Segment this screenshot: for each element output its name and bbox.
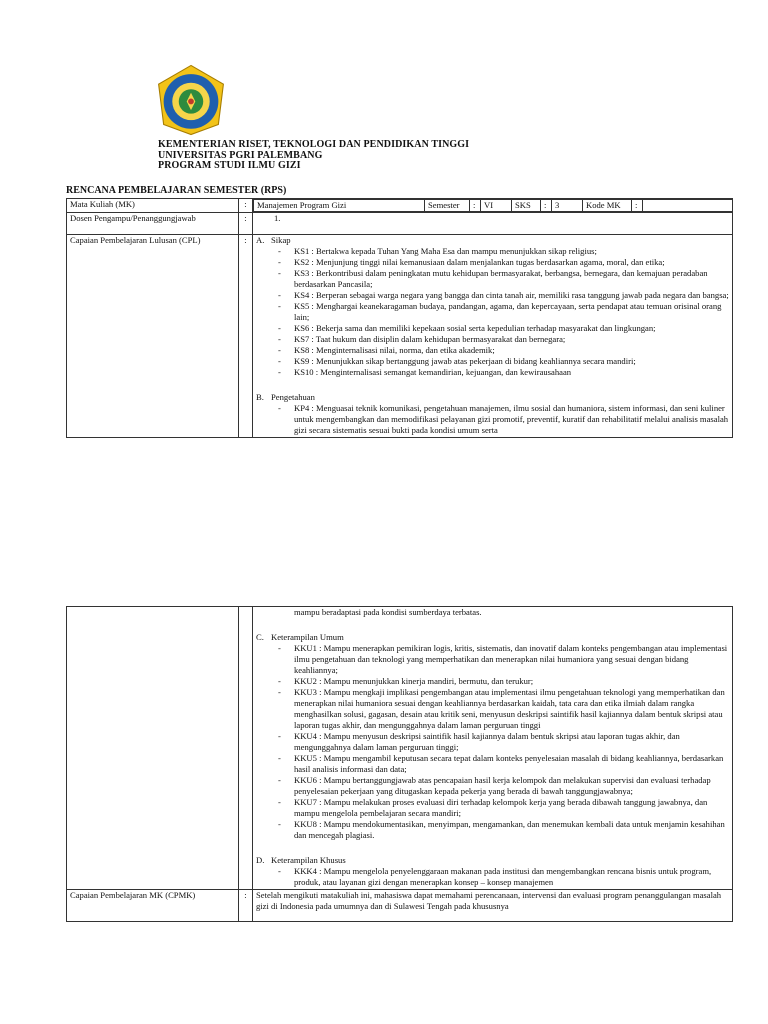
section-sikap: A. Sikap - KS1 : Bertakwa kepada Tuhan Yang Maha Esa dan mampu menunjukkan sikap religius; - KS2 : Menjunjung tinggi nilai kemanusiaan dalam menjalankan tugas berdasarkan agama, moral, dan etika; - KS3 : Berkontribusi dalam peningkatan mutu kehidupan bermasyarakat, berbangsa, bernegara, dan kemajuan peradaban berdasarkan Pancasila; - KS4 : Berperan sebagai warga negara yang bangga dan cinta tanah air, memiliki rasa tanggung jawab pada negara dan bangsa; - KS5 : Menghargai keanekaragaman budaya, pandangan, agama, dan kepercayaan, serta pendapat atau temuan orisinal orang lain; - KS6 : Bekerja sama dan memiliki kepekaan sosial serta kepedulian terhadap masyarakat dan lingkungan; - KS7 : Taat hukum dan disiplin dalam kehidupan bermasyarakat dan bernegara; - KS8 : Menginternalisasi nilai, norma, dan etika akademik; - KS9 : Menunjukkan sikap bertanggung jawab atas pekerjaan di bidang keahliannya secara mandiri; - KS10 : Menginternalisasi semangat kemandirian, kejuangan, dan kewirausahaan: [256, 235, 729, 378]
semester-label: Semester: [425, 200, 470, 212]
list-item: - KKU5 : Mampu mengambil keputusan secara tepat dalam konteks penyelesaian masalah di bidang keahliannya, berdasarkan hasil analisis informasi dan data;: [278, 753, 729, 775]
dosen-value: 1.: [274, 213, 281, 223]
mk-label: Mata Kuliah (MK): [67, 199, 239, 213]
kode-value: [643, 200, 733, 212]
list-item: - KKU1 : Mampu menerapkan pemikiran logis, kritis, sistematis, dan inovatif dalam konteks pengembangan atau implementasi ilmu pengetahuan dan teknologi yang memperhatikan dan menerapkan nilai humaniora yang sesuai dengan bidang keahliannya;: [278, 643, 729, 676]
section-title: Sikap: [271, 235, 291, 245]
sks-label: SKS: [512, 200, 541, 212]
list-item: - KKU6 : Mampu bertanggungjawab atas pencapaian hasil kerja kelompok dan melakukan supervisi dan evaluasi terhadap penyelesaian pekerjaan yang ditugaskan kepada pekerja yang berada di bawah tanggungjawabnya;: [278, 775, 729, 797]
cpmk-text: Setelah mengikuti matakuliah ini, mahasiswa dapat memahami perencanaan, intervensi dan evaluasi program penanggulangan masalah gizi di Indonesia pada umumnya dan di Sulawesi Tengah pada khususnya: [253, 890, 733, 922]
cpl-label: Capaian Pembelajaran Lulusan (CPL): [67, 235, 239, 438]
dosen-row: Dosen Pengampu/Penanggungjawab : 1.: [67, 213, 733, 235]
list-item: - KS8 : Menginternalisasi nilai, norma, dan etika akademik;: [278, 345, 729, 356]
program-name: PROGRAM STUDI ILMU GIZI: [158, 160, 301, 171]
section-title: Keterampilan Khusus: [271, 855, 346, 865]
mk-value: Manajemen Program Gizi: [254, 200, 425, 212]
list-item: - KS9 : Menunjukkan sikap bertanggung jawab atas pekerjaan di bidang keahliannya secara mandiri;: [278, 356, 729, 367]
list-item: - KP4 : Menguasai teknik komunikasi, pengetahuan manajemen, ilmu sosial dan humaniora, sistem informasi, dan seni kuliner untuk mengembangkan dan memodifikasi pelayanan gizi promotif, preventif, kuratif dan rehabilitatif melalui analisis masalah gizi secara sistematis sesuai bukti pada kondisi umum serta: [278, 403, 729, 436]
cpl-row-continued: [67, 607, 733, 890]
list-item: - KS3 : Berkontribusi dalam peningkatan mutu kehidupan bermasyarakat, berbangsa, bernegara, dan kemajuan peradaban berdasarkan Pancasila;: [278, 268, 729, 290]
semester-value: VI: [481, 200, 512, 212]
list-item: - KKU3 : Mampu mengkaji implikasi pengembangan atau implementasi ilmu pengetahuan teknologi yang memperhatikan dan menerapkan nilai humaniora sesuai dengan keahliannya berdasarkan kaidah, tata cara dan etika ilmiah dalam rangka menghasilkan solusi, gagasan, desain atau kritik seni, menyusun deskripsi saintifik hasil kajiannya dalam bentuk skripsi atau laporan tugas akhir, dan mengunggahnya dalam laman perguruan tinggi: [278, 687, 729, 731]
list-item: - KKK4 : Mampu mengelola penyelenggaraan makanan pada institusi dan mengembangkan rencana bisnis untuk program, produk, atau layanan gizi dengan menerapkan konsep – konsep manajemen: [278, 866, 729, 888]
ministry-name: KEMENTERIAN RISET, TEKNOLOGI DAN PENDIDIKAN TINGGI: [158, 139, 470, 150]
cpmk-label: Capaian Pembelajaran MK (CPMK): [67, 890, 239, 922]
rps-table-part-2: [66, 606, 733, 922]
list-item: - KS10 : Menginternalisasi semangat kemandirian, kejuangan, dan kewirausahaan: [278, 367, 729, 378]
list-item: - KS5 : Menghargai keanekaragaman budaya, pandangan, agama, dan kepercayaan, serta pendapat atau temuan orisinal orang lain;: [278, 301, 729, 323]
list-item: - KKU2 : Mampu menunjukkan kinerja mandiri, bermutu, dan terukur;: [278, 676, 729, 687]
list-item: - KKU4 : Mampu menyusun deskripsi saintifik hasil kajiannya dalam bentuk skripsi atau laporan tugas akhir, dan mengunggahnya dalam laman perguruan tinggi;: [278, 731, 729, 753]
list-item: - KS6 : Bekerja sama dan memiliki kepekaan sosial serta kepedulian terhadap masyarakat dan lingkungan;: [278, 323, 729, 334]
dosen-label: Dosen Pengampu/Penanggungjawab: [67, 213, 239, 235]
university-logo: [155, 64, 227, 136]
course-row: Mata Kuliah (MK) : Manajemen Program Gizi Semester : VI SKS : 3 Kode MK :: [67, 199, 733, 213]
course-info: Manajemen Program Gizi Semester : VI SKS : 3 Kode MK :: [253, 199, 732, 212]
section-keterampilan-umum: C. Keterampilan Umum - KKU1 : Mampu menerapkan pemikiran logis, kritis, sistematis, dan inovatif dalam konteks pengembangan atau implementasi ilmu pengetahuan dan teknologi yang memperhatikan dan menerapkan nilai humaniora yang sesuai dengan bidang keahliannya; - KKU2 : Mampu menunjukkan kinerja mandiri, bermutu, dan terukur; - KKU3 : Mampu mengkaji implikasi pengembangan atau implementasi ilmu pengetahuan teknologi yang memperhatikan dan menerapkan nilai humaniora sesuai dengan keahliannya berdasarkan kaidah, tata cara dan etika ilmiah dalam rangka menghasilkan solusi, gagasan, desain atau kritik seni, menyusun deskripsi saintifik hasil kajiannya dalam bentuk skripsi atau laporan tugas akhir, dan mengunggahnya dalam laman perguruan tinggi - KKU4 : Mampu menyusun deskripsi saintifik hasil kajiannya dalam bentuk skripsi atau laporan tugas akhir, dan mengunggahnya dalam laman perguruan tinggi; - KKU5 : Mampu mengambil keputusan secara tepat dalam konteks penyelesaian masalah di bidang keahliannya, berdasarkan hasil analisis informasi dan data; - KKU6 : Mampu bertanggungjawab atas pencapaian hasil kerja kelompok dan melakukan supervisi dan evaluasi terhadap penyelesaian pekerjaan yang ditugaskan kepada pekerja yang berada di bawah tanggungjawabnya; - KKU7 : Mampu melakukan proses evaluasi diri terhadap kelompok kerja yang berada dibawah tanggung jawabnya, dan mampu mengelola pembelajaran secara mandiri; - KKU8 : Mampu mendokumentasikan, menyimpan, mengamankan, dan menemukan kembali data untuk menjamin kesahihan dan mencegah plagiasi.: [256, 632, 729, 841]
document-title: RENCANA PEMBELAJARAN SEMESTER (RPS): [66, 185, 287, 196]
list-item: - KS4 : Berperan sebagai warga negara yang bangga dan cinta tanah air, memiliki rasa tanggung jawab pada negara dan bangsa;: [278, 290, 729, 301]
letterhead: [158, 140, 469, 172]
list-item: - KKU8 : Mampu mendokumentasikan, menyimpan, mengamankan, dan menemukan kembali data untuk menjamin kesahihan dan mencegah plagiasi.: [278, 819, 729, 841]
list-item: - KKU7 : Mampu melakukan proses evaluasi diri terhadap kelompok kerja yang berada dibawah tanggung jawabnya, dan mampu mengelola pembelajaran secara mandiri;: [278, 797, 729, 819]
section-title: Keterampilan Umum: [271, 632, 344, 642]
list-item: - KS7 : Taat hukum dan disiplin dalam kehidupan bermasyarakat dan bernegara;: [278, 334, 729, 345]
list-item: - KS2 : Menjunjung tinggi nilai kemanusiaan dalam menjalankan tugas berdasarkan agama, moral, dan etika;: [278, 257, 729, 268]
cpl-row: Capaian Pembelajaran Lulusan (CPL) : A. Sikap - KS1 : Bertakwa kepada Tuhan Yang Maha Esa dan mampu menunjukkan sikap religius; - KS2 : Menjunjung tinggi nilai kemanusiaan dalam menjalankan tugas berdasarkan agama, moral, dan etika; - KS3 : Berkontribusi dalam peningkatan mutu kehidupan bermasyarakat, berbangsa, bernegara, dan kemajuan peradaban berdasarkan Pancasila; - KS4 : Berperan sebagai warga negara yang bangga dan cinta tanah air, memiliki rasa tanggung jawab pada negara dan bangsa; - KS5 : Menghargai keanekaragaman budaya, pandangan, agama, dan kepercayaan, serta pendapat atau temuan orisinal orang lain; - KS6 : Bekerja sama dan memiliki kepekaan sosial serta kepedulian terhadap masyarakat dan lingkungan; - KS7 : Taat hukum dan disiplin dalam kehidupan bermasyarakat dan bernegara; - KS8 : Menginternalisasi nilai, norma, dan etika akademik; - KS9 : Menunjukkan sikap bertanggung jawab atas pekerjaan di bidang keahliannya secara mandiri; - KS10 : Menginternalisasi semangat kemandirian, kejuangan, dan kewirausahaan B. Pengetahuan - KP4 : Menguasai teknik komunikasi, pengetahuan manajemen, ilmu sosial dan humaniora, sistem informasi, dan seni kuliner untuk mengembangkan dan memodifikasi pelayanan gizi promotif, preventif, kuratif dan rehabilitatif melalui analisis masalah gizi secara sistematis sesuai bukti pada kondisi umum serta: [67, 235, 733, 438]
pengetahuan-continuation: mampu beradaptasi pada kondisi sumberdaya terbatas.: [294, 607, 482, 617]
section-title: Pengetahuan: [271, 392, 315, 402]
cpmk-row: Capaian Pembelajaran MK (CPMK) : Setelah mengikuti matakuliah ini, mahasiswa dapat memahami perencanaan, intervensi dan evaluasi program penanggulangan masalah gizi di Indonesia pada umumnya dan di Sulawesi Tengah pada khususnya: [67, 890, 733, 922]
rps-table-part-1: [66, 198, 733, 438]
kode-label: Kode MK: [583, 200, 632, 212]
section-keterampilan-khusus: D. Keterampilan Khusus - KKK4 : Mampu mengelola penyelenggaraan makanan pada institusi dan mengembangkan rencana bisnis untuk program, produk, atau layanan gizi dengan menerapkan konsep – konsep manajemen: [256, 855, 729, 888]
university-name: UNIVERSITAS PGRI PALEMBANG: [158, 149, 323, 161]
sks-value: 3: [552, 200, 583, 212]
list-item: - KS1 : Bertakwa kepada Tuhan Yang Maha Esa dan mampu menunjukkan sikap religius;: [278, 246, 729, 257]
section-pengetahuan: B. Pengetahuan - KP4 : Menguasai teknik komunikasi, pengetahuan manajemen, ilmu sosial dan humaniora, sistem informasi, dan seni kuliner untuk mengembangkan dan memodifikasi pelayanan gizi promotif, preventif, kuratif dan rehabilitatif melalui analisis masalah gizi secara sistematis sesuai bukti pada kondisi umum serta: [256, 392, 729, 436]
